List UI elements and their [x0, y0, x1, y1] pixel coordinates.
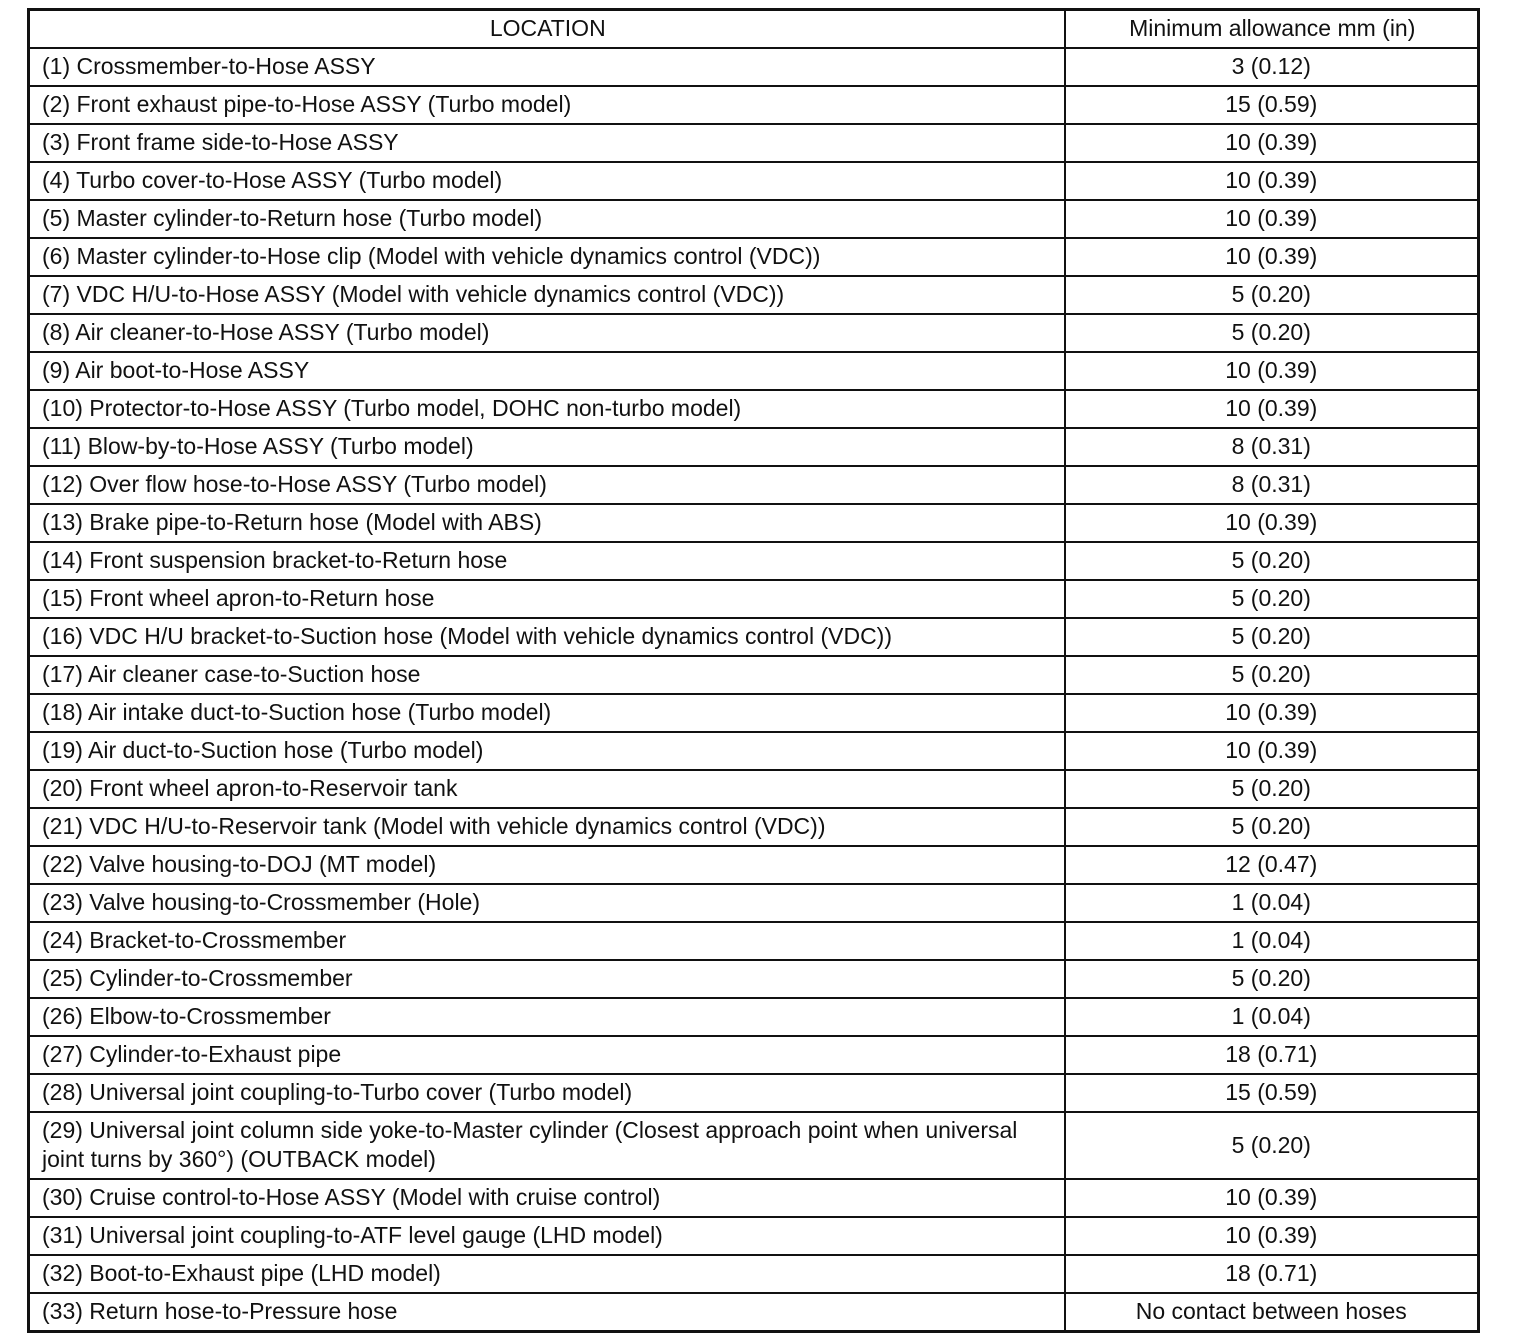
location-cell: (24) Bracket-to-Crossmember [29, 922, 1065, 960]
location-cell: (14) Front suspension bracket-to-Return hose [29, 542, 1065, 580]
table-row [29, 922, 1479, 960]
location-cell: (16) VDC H/U bracket-to-Suction hose (Model with vehicle dynamics control (VDC)) [29, 618, 1065, 656]
table-row [29, 542, 1479, 580]
location-cell: (30) Cruise control-to-Hose ASSY (Model with cruise control) [29, 1179, 1065, 1217]
table-row [29, 1293, 1479, 1332]
table-row [29, 238, 1479, 276]
location-cell: (23) Valve housing-to-Crossmember (Hole) [29, 884, 1065, 922]
table-row [29, 770, 1479, 808]
allowance-cell: 15 (0.59) [1065, 86, 1479, 124]
table-row [29, 466, 1479, 504]
table-row [29, 998, 1479, 1036]
allowance-cell: 10 (0.39) [1065, 162, 1479, 200]
allowance-cell: 5 (0.20) [1065, 314, 1479, 352]
table-row [29, 1255, 1479, 1293]
table-body [29, 48, 1479, 1332]
location-cell: (1) Crossmember-to-Hose ASSY [29, 48, 1065, 86]
location-cell: (20) Front wheel apron-to-Reservoir tank [29, 770, 1065, 808]
allowance-cell: 10 (0.39) [1065, 504, 1479, 542]
allowance-cell: 10 (0.39) [1065, 1217, 1479, 1255]
location-column-header: LOCATION [29, 10, 1065, 49]
location-cell: (18) Air intake duct-to-Suction hose (Turbo model) [29, 694, 1065, 732]
location-cell: (7) VDC H/U-to-Hose ASSY (Model with vehicle dynamics control (VDC)) [29, 276, 1065, 314]
allowance-cell: 10 (0.39) [1065, 238, 1479, 276]
table-row [29, 428, 1479, 466]
location-cell: (11) Blow-by-to-Hose ASSY (Turbo model) [29, 428, 1065, 466]
allowance-cell: 10 (0.39) [1065, 390, 1479, 428]
table-row [29, 884, 1479, 922]
allowance-cell: 5 (0.20) [1065, 808, 1479, 846]
table-row [29, 1112, 1479, 1179]
location-cell: (31) Universal joint coupling-to-ATF level gauge (LHD model) [29, 1217, 1065, 1255]
allowance-cell: 10 (0.39) [1065, 1179, 1479, 1217]
allowance-cell: 8 (0.31) [1065, 466, 1479, 504]
allowance-cell: 8 (0.31) [1065, 428, 1479, 466]
allowance-cell: 5 (0.20) [1065, 960, 1479, 998]
table-row [29, 124, 1479, 162]
allowance-cell: 5 (0.20) [1065, 770, 1479, 808]
table-row [29, 694, 1479, 732]
table-row [29, 960, 1479, 998]
location-cell: (17) Air cleaner case-to-Suction hose [29, 656, 1065, 694]
location-cell: (29) Universal joint column side yoke-to-Master cylinder (Closest approach point when universal joint turns by 360°) (OUTBACK model) [29, 1112, 1065, 1179]
table-row [29, 1074, 1479, 1112]
location-cell: (6) Master cylinder-to-Hose clip (Model with vehicle dynamics control (VDC)) [29, 238, 1065, 276]
location-cell: (27) Cylinder-to-Exhaust pipe [29, 1036, 1065, 1074]
table-row [29, 504, 1479, 542]
allowance-table [27, 8, 1480, 1333]
allowance-cell: 15 (0.59) [1065, 1074, 1479, 1112]
table-row [29, 390, 1479, 428]
allowance-cell: No contact between hoses [1065, 1293, 1479, 1332]
table-row [29, 200, 1479, 238]
table-row [29, 732, 1479, 770]
location-cell: (32) Boot-to-Exhaust pipe (LHD model) [29, 1255, 1065, 1293]
allowance-cell: 5 (0.20) [1065, 580, 1479, 618]
allowance-cell: 10 (0.39) [1065, 124, 1479, 162]
allowance-cell: 10 (0.39) [1065, 694, 1479, 732]
allowance-cell: 5 (0.20) [1065, 618, 1479, 656]
location-cell: (33) Return hose-to-Pressure hose [29, 1293, 1065, 1332]
location-cell: (9) Air boot-to-Hose ASSY [29, 352, 1065, 390]
table-row [29, 1179, 1479, 1217]
location-cell: (21) VDC H/U-to-Reservoir tank (Model with vehicle dynamics control (VDC)) [29, 808, 1065, 846]
allowance-cell: 1 (0.04) [1065, 998, 1479, 1036]
location-cell: (26) Elbow-to-Crossmember [29, 998, 1065, 1036]
location-cell: (8) Air cleaner-to-Hose ASSY (Turbo model) [29, 314, 1065, 352]
table-row [29, 580, 1479, 618]
allowance-cell: 18 (0.71) [1065, 1036, 1479, 1074]
allowance-cell: 10 (0.39) [1065, 352, 1479, 390]
allowance-column-header: Minimum allowance mm (in) [1065, 10, 1479, 49]
location-cell: (10) Protector-to-Hose ASSY (Turbo model, DOHC non-turbo model) [29, 390, 1065, 428]
location-cell: (2) Front exhaust pipe-to-Hose ASSY (Turbo model) [29, 86, 1065, 124]
location-cell: (22) Valve housing-to-DOJ (MT model) [29, 846, 1065, 884]
allowance-cell: 10 (0.39) [1065, 732, 1479, 770]
location-cell: (4) Turbo cover-to-Hose ASSY (Turbo model) [29, 162, 1065, 200]
location-cell: (12) Over flow hose-to-Hose ASSY (Turbo model) [29, 466, 1065, 504]
table-row [29, 846, 1479, 884]
table-row [29, 352, 1479, 390]
table-row [29, 162, 1479, 200]
table-row [29, 86, 1479, 124]
table-row [29, 314, 1479, 352]
table-row [29, 618, 1479, 656]
allowance-cell: 5 (0.20) [1065, 1112, 1479, 1179]
table-row [29, 1217, 1479, 1255]
table-row [29, 656, 1479, 694]
allowance-cell: 1 (0.04) [1065, 922, 1479, 960]
allowance-cell: 18 (0.71) [1065, 1255, 1479, 1293]
allowance-cell: 5 (0.20) [1065, 542, 1479, 580]
allowance-cell: 10 (0.39) [1065, 200, 1479, 238]
table-row [29, 1036, 1479, 1074]
location-cell: (15) Front wheel apron-to-Return hose [29, 580, 1065, 618]
table-row [29, 48, 1479, 86]
allowance-cell: 5 (0.20) [1065, 656, 1479, 694]
allowance-cell: 1 (0.04) [1065, 884, 1479, 922]
allowance-cell: 3 (0.12) [1065, 48, 1479, 86]
location-cell: (25) Cylinder-to-Crossmember [29, 960, 1065, 998]
table-header-row [29, 10, 1479, 49]
location-cell: (3) Front frame side-to-Hose ASSY [29, 124, 1065, 162]
location-cell: (19) Air duct-to-Suction hose (Turbo model) [29, 732, 1065, 770]
table-row [29, 276, 1479, 314]
table-row [29, 808, 1479, 846]
location-cell: (5) Master cylinder-to-Return hose (Turbo model) [29, 200, 1065, 238]
allowance-cell: 5 (0.20) [1065, 276, 1479, 314]
location-cell: (28) Universal joint coupling-to-Turbo cover (Turbo model) [29, 1074, 1065, 1112]
allowance-cell: 12 (0.47) [1065, 846, 1479, 884]
location-cell: (13) Brake pipe-to-Return hose (Model with ABS) [29, 504, 1065, 542]
